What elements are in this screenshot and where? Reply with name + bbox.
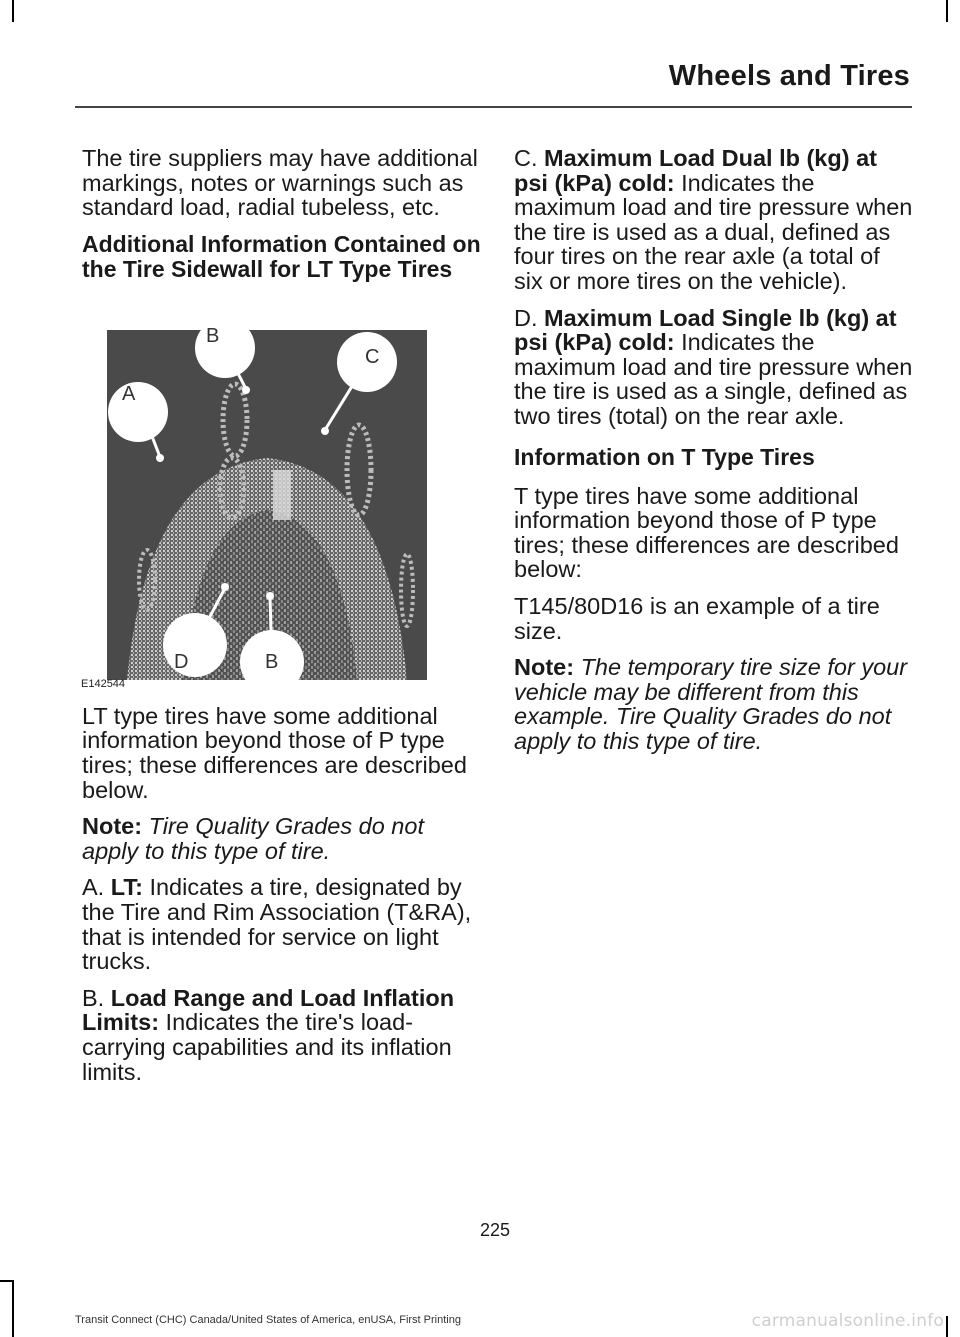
crop-mark-bottom-left-h (0, 1280, 14, 1282)
item-d-letter: D. (514, 304, 545, 331)
callout-c (321, 332, 397, 435)
item-b-text: Indicates the tire's load-carrying capabilities and its inflation limits. (82, 1009, 452, 1085)
crop-mark-bottom-right (946, 1316, 948, 1337)
callout-label-b-top: B (206, 324, 220, 347)
note-t (514, 655, 914, 753)
item-b (82, 986, 482, 1084)
right-column (514, 146, 914, 765)
note-lt (82, 814, 482, 863)
callout-d (163, 583, 229, 677)
note-t-text: The temporary tire size for your vehicle may be different from this example. Tire Quality Grades do not apply to this type of tire. (514, 654, 908, 754)
note-label: Note: (82, 813, 143, 840)
header-divider (75, 106, 912, 108)
crop-mark-top-right (946, 0, 948, 22)
page-number: 225 (479, 1220, 511, 1240)
callout-label-a: A (122, 382, 136, 405)
crop-mark-bottom-left (12, 1280, 14, 1337)
item-a-term: LT: (110, 874, 143, 901)
callout-b-bottom (240, 592, 304, 690)
left-column (82, 146, 482, 1096)
item-b-term: Load Range and Load Inflation Limits: (82, 984, 455, 1036)
intro-paragraph: The tire suppliers may have additional markings, notes or warnings such as standard load, radial tubeless, etc. (82, 145, 478, 221)
figure-id: E142544 (81, 677, 126, 690)
item-c-letter: C. (514, 145, 545, 171)
note-text: Tire Quality Grades do not apply to this type of tire. (82, 813, 424, 864)
watermark: carmanualsonline.info (751, 1311, 944, 1331)
item-d (514, 306, 914, 429)
t-tires-heading: Information on T Type Tires (514, 443, 815, 470)
t-example: T145/80D16 is an example of a tire size. (514, 592, 880, 644)
t-description: T type tires have some additional information beyond those of P type tires; these differences are described below: (514, 482, 899, 583)
lt-description: LT type tires have some additional information beyond those of P type tires; these differences are described below. (82, 702, 467, 803)
item-a-text: Indicates a tire, designated by the Tire and Rim Association (T&RA), that is intended for service on light trucks. (82, 874, 472, 975)
item-c-term: Maximum Load Dual lb (kg) at psi (kPa) cold: (514, 145, 877, 196)
lt-tires-heading: Additional Information Contained on the Tire Sidewall for LT Type Tires (82, 230, 481, 282)
section-title: Wheels and Tires (668, 60, 910, 92)
item-d-text: Indicates the maximum load and tire pressure when the tire is used as a single, defined as two tires (total) on the rear axle. (514, 329, 913, 429)
callout-overlay (82, 300, 442, 690)
footer-text: Transit Connect (CHC) Canada/United States of America, enUSA, First Printing (75, 1314, 461, 1326)
callout-label-c: C (365, 345, 380, 368)
item-c-text: Indicates the maximum load and tire pressure when the tire is used as a dual, defined as four tires on the rear axle (a total of six or more tires on the vehicle). (514, 169, 913, 294)
item-a (82, 875, 482, 973)
crop-mark-top-left (12, 0, 14, 22)
item-d-term: Maximum Load Single lb (kg) at psi (kPa) cold: (514, 304, 897, 356)
callout-b-top (195, 318, 255, 394)
callout-a (108, 382, 168, 462)
item-b-letter: B. (82, 984, 111, 1011)
tire-sidewall-figure (82, 300, 442, 690)
note-t-label: Note: (514, 654, 575, 681)
item-a-letter: A. (82, 874, 111, 901)
item-c (514, 146, 914, 294)
callout-label-d: D (174, 650, 189, 673)
callout-label-b-bottom: B (265, 650, 279, 673)
